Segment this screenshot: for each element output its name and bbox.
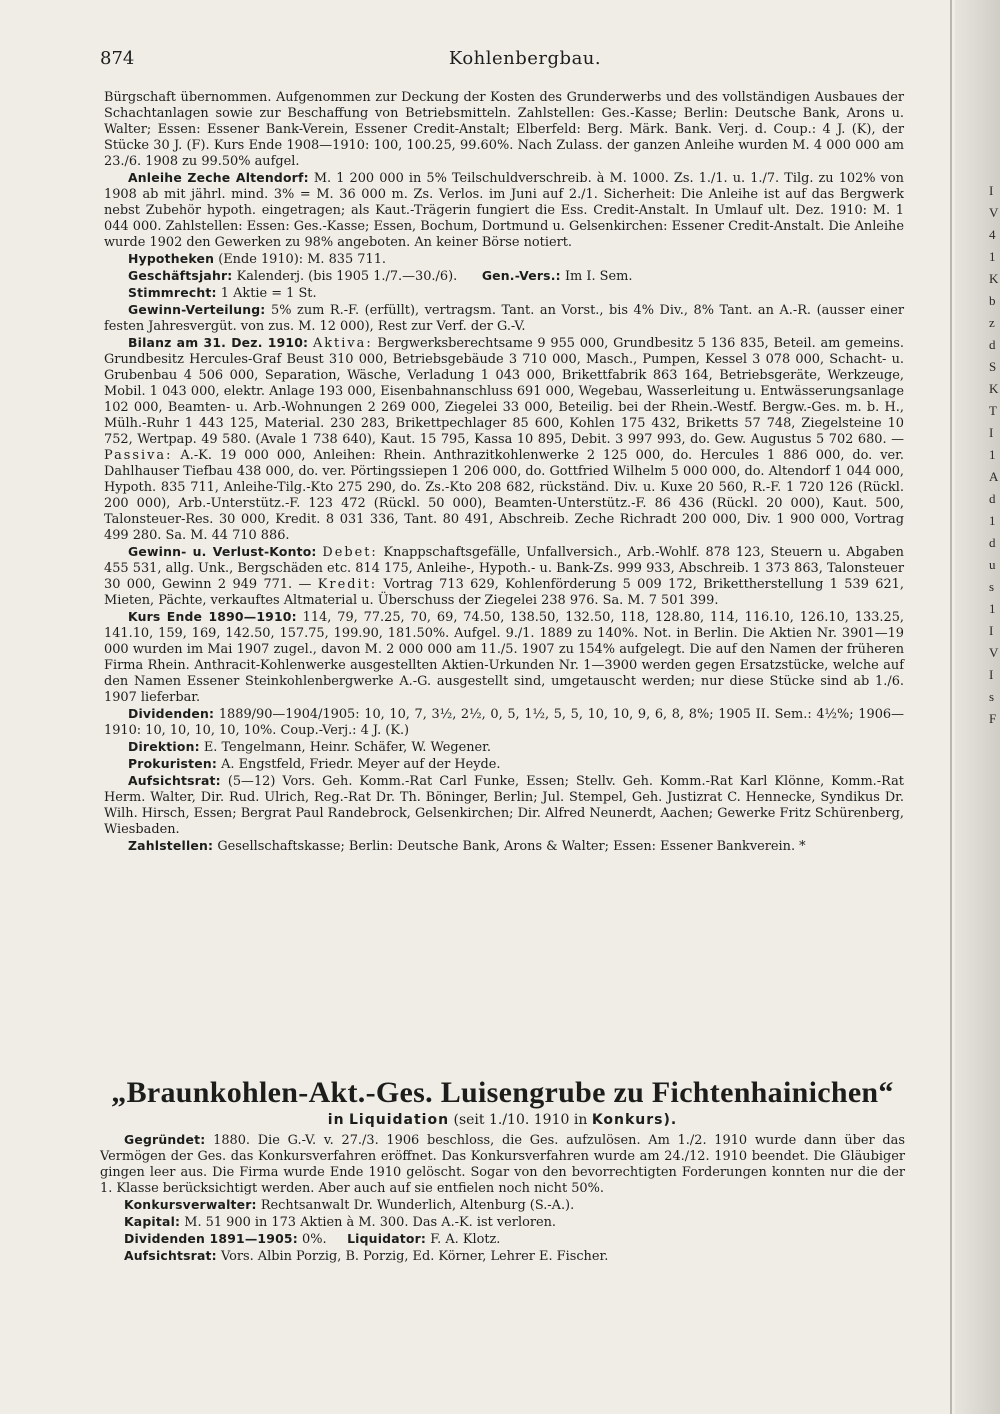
- subtitle-konkurs: Konkurs: [591, 1112, 664, 1128]
- kapital-paragraph: [100, 1214, 905, 1231]
- genvers-label: Gen.-Vers.:: [481, 268, 561, 283]
- stimmrecht-text: 1 Aktie = 1 St.: [220, 286, 317, 301]
- bilanz-label: Bilanz am 31. Dez. 1910:: [128, 335, 309, 350]
- zahlstellen-label: Zahlstellen:: [128, 838, 214, 853]
- dividenden-b-text: 0%.: [302, 1232, 327, 1247]
- konkursverwalter-paragraph: [100, 1197, 905, 1214]
- hypotheken-label: Hypotheken: [128, 251, 215, 266]
- hypotheken-text: (Ende 1910): M. 835 711.: [218, 252, 387, 267]
- section-braunkohlen-luisengrube: [100, 1076, 905, 1265]
- dividenden-liquidator-paragraph: [100, 1231, 905, 1248]
- geschaeftsjahr-text: Kalenderj. (bis 1905 1./7.—30./6).: [236, 269, 458, 284]
- kurs-paragraph: [104, 609, 904, 706]
- kapital-label: Kapital:: [124, 1214, 181, 1229]
- subtitle-seit: (seit 1./10. 1910 in: [453, 1112, 588, 1128]
- intro-paragraph: Bürgschaft übernommen. Aufgenommen zur Deckung der Kosten des Grunderwerbs und des vollständigen Ausbaues der Schachtanlagen sowie zur Beschaffung von Betriebsmitteln. Zahlstellen: Ges.-Kasse; Berlin: Deutsche Bank, Arons u. Walter; Essen: Essener Bank-Verein, Essener Credit-Anstalt; Elberfeld: Berg. Märk. Bank. Verj. d. Coup.: 4 J. (K), der Stücke 30 J. (F). Kurs Ende 1908—1910: 100, 100.25, 99.60%. Nach Zulass. der ganzen Anleihe wurden M. 4 000 000 am 23./6. 1908 zu 99.50% aufgel.: [104, 90, 904, 169]
- next-page-margin-fragments: I V 4 1 K b z d S K T I 1 A d 1 d u s 1 I V I s F: [989, 183, 999, 726]
- kurs-text: 114, 79, 77.25, 70, 69, 74.50, 138.50, 132.50, 118, 128.80, 114, 116.10, 126.10, 133.25, 141.10, 159, 169, 142.50, 157.75, 199.90, 181.50%. Aufgel. 9./1. 1889 zu 140%. Not. in Berlin. Die Aktien Nr. 3901—19 000 wurden im Mai 1907 zugel., davon M. 2 000 000 am 11./5. 1907 zu 154% aufgelegt. Die auf den Namen der früheren Firma Rhein. Anthracit-Kohlenwerke ausgestellten Aktien-Urkunden Nr. 1—3900 werden gegen Ersatzstücke, welche auf den Namen Essener Steinkohlenbergwerke A.-G. ausgestellt sind, umgetauscht werden; nur diese Stücke sind ab 1./6. 1907 lieferbar.: [104, 610, 904, 705]
- anleihe-label: Anleihe Zeche Altendorf:: [128, 170, 309, 185]
- gegruendet-text: 1880. Die G.-V. v. 27./3. 1906 beschloss, die Ges. aufzulösen. Am 1./2. 1910 wurde dann über das Vermögen der Ges. das Konkursverfahren eröffnet. Das Konkursverfahren wurde am 24./12. 1910 beendet. Die Gläubiger gingen leer aus. Die Firma wurde Ende 1910 gelöscht. Sogar von den bevorrechtigten Forderungen konnten nur die der 1. Klasse berücksichtigt werden. Aber auch auf sie entfielen noch nicht 50%.: [100, 1133, 905, 1196]
- page-header: [100, 48, 950, 76]
- subtitle-liquidation: Liquidation: [348, 1112, 450, 1128]
- subtitle-end: ).: [663, 1112, 678, 1128]
- prokuristen-paragraph: [104, 756, 904, 773]
- liquidator-label: Liquidator:: [347, 1231, 427, 1246]
- konkursverwalter-text: Rechtsanwalt Dr. Wunderlich, Altenburg (S.-A.).: [260, 1198, 575, 1213]
- aufsichtsrat-paragraph: [104, 773, 904, 838]
- stimmrecht-label: Stimmrecht:: [128, 285, 217, 300]
- prokuristen-label: Prokuristen:: [128, 756, 218, 771]
- genvers-text: Im I. Sem.: [564, 269, 633, 284]
- gegruendet-paragraph: [100, 1132, 905, 1197]
- anleihe-text: M. 1 200 000 in 5% Teilschuldverschreib. à M. 1000. Zs. 1./1. u. 1./7. Tilg. zu 102% von 1908 ab mit jährl. mind. 3% = M. 36 000 m. Zs. Verlos. im Juni auf 2./1. Sicherheit: Die Anleihe ist auf das Bergwerk nebst Zubehör hypoth. eingetragen; als Kaut.-Trägerin fungiert die Ess. Credit-Anstalt. In Umlauf ult. Dez. 1910: M. 1 044 000. Zahlstellen: Essen: Ges.-Kasse; Essen, Bochum, Dortmund u. Gelsenkirchen: Essener Credit-Anstalt. Die Anleihe wurde 1902 den Gewerken zu 98% angeboten. An keiner Börse notiert.: [104, 171, 904, 250]
- aktiva-label: Aktiva:: [312, 336, 373, 351]
- guv-label: Gewinn- u. Verlust-Konto:: [128, 544, 317, 559]
- gewinn-verteilung-label: Gewinn-Verteilung:: [128, 302, 266, 317]
- aufsichtsrat-label: Aufsichtsrat:: [128, 773, 221, 788]
- gewinn-verteilung-text: 5% zum R.-F. (erfüllt), vertragsm. Tant. an Vorst., bis 4% Div., 8% Tant. an A.-R. (ausser einer festen Jahresvergüt. von zus. M. 12 000), Rest zur Verf. der G.-V.: [104, 303, 904, 334]
- kurs-label: Kurs Ende 1890—1910:: [128, 609, 297, 624]
- direktion-text: E. Tengelmann, Heinr. Schäfer, W. Wegener.: [203, 740, 491, 755]
- aufsichtsrat-text: (5—12) Vors. Geh. Komm.-Rat Carl Funke, Essen; Stellv. Geh. Komm.-Rat Karl Klönne, Komm.-Rat Herm. Walter, Dir. Rud. Ulrich, Reg.-Rat Dr. Th. Böninger, Berlin; Jul. Stempel, Geh. Justizrat C. Hennecke, Syndikus Dr. Wilh. Hirsch, Essen; Bergrat Paul Randebrock, Gelsenkirchen; Dir. Alfred Neunerdt, Aachen; Gewerke Fritz Schürenberg, Wiesbaden.: [104, 774, 904, 837]
- subtitle-in: in: [327, 1112, 345, 1128]
- debet-label: Debet:: [322, 545, 378, 560]
- passiva-label: Passiva:: [104, 448, 173, 463]
- aufsichtsrat-b-text: Vors. Albin Porzig, B. Porzig, Ed. Körner, Lehrer E. Fischer.: [220, 1249, 609, 1264]
- bilanz-passiva-text: A.-K. 19 000 000, Anleihen: Rhein. Anthrazitkohlenwerke 2 125 000, do. Hercules 1 886 000, do. ver. Dahlhauser Tiefbau 438 000, do. ver. Pörtingssiepen 1 206 000, do. Gottfried Wilhelm 5 000 000, do. Altendorf 1 044 000, Hypoth. 835 711, Anleihe-Tilg.-Kto 275 290, do. Zs.-Kto 208 682, rückständ. Div. u. Kuxe 20 560, R.-F. 1 720 126 (Rückl. 200 000), Arb.-Unterstütz.-F. 123 472 (Rückl. 50 000), Beamten-Unterstütz.-F. 86 436 (Rückl. 20 000), Kaut. 500, Talonsteuer-Res. 30 000, Kredit. 8 031 336, Tant. 80 491, Abschreib. Zeche Richradt 200 000, Div. 1 900 000, Vortrag 499 280. Sa. M. 44 710 886.: [104, 448, 904, 543]
- dividenden-b-label: Dividenden 1891—1905:: [124, 1231, 298, 1246]
- aufsichtsrat-b-paragraph: [100, 1248, 905, 1265]
- anleihe-paragraph: [104, 170, 904, 251]
- dividenden-paragraph: [104, 706, 904, 739]
- dividenden-text: 1889/90—1904/1905: 10, 10, 7, 3½, 2½, 0, 5, 1½, 5, 5, 10, 10, 9, 6, 8, 8%; 1905 II. Sem.: 4½%; 1906—1910: 10, 10, 10, 10, 10%. Coup.-Verj.: 4 J. (K.): [104, 707, 904, 738]
- bilanz-paragraph: [104, 335, 904, 544]
- zahlstellen-text: Gesellschaftskasse; Berlin: Deutsche Bank, Arons & Walter; Essen: Essener Bankverein. *: [217, 839, 806, 854]
- dividenden-label: Dividenden:: [128, 706, 215, 721]
- gewinn-verteilung-paragraph: [104, 302, 904, 335]
- running-title: Kohlenbergbau.: [448, 48, 602, 69]
- hypotheken-paragraph: [104, 251, 904, 268]
- guv-debet-text: Knappschaftsgefälle, Unfallversich., Arb.-Wohlf. 878 123, Steuern u. Abgaben 455 531, allg. Unk., Bergschäden etc. 814 175, Anleihe-, Hypoth.- u. Bank-Zs. 999 933, Abschreib. 1 373 863, Talonsteuer 30 000, Gewinn 2 949 771. —: [104, 545, 904, 592]
- kapital-text: M. 51 900 in 173 Aktien à M. 300. Das A.-K. ist verloren.: [184, 1215, 557, 1230]
- prokuristen-text: A. Engstfeld, Friedr. Meyer auf der Heyde.: [221, 757, 501, 772]
- zahlstellen-paragraph: [104, 838, 904, 855]
- stimmrecht-paragraph: [104, 285, 904, 302]
- geschaeftsjahr-label: Geschäftsjahr:: [128, 268, 233, 283]
- aufsichtsrat-b-label: Aufsichtsrat:: [124, 1248, 217, 1263]
- scan-fold-line: [950, 0, 952, 1414]
- guv-kredit-text: Vortrag 713 629, Kohlenförderung 5 009 172, Brikettherstellung 1 539 621, Mieten, Pächte, verkauftes Altmaterial u. Überschuss der Ziegelei 238 976. Sa. M. 7 501 399.: [104, 577, 904, 608]
- konkursverwalter-label: Konkursverwalter:: [124, 1197, 257, 1212]
- direktion-label: Direktion:: [128, 739, 200, 754]
- gegruendet-label: Gegründet:: [124, 1132, 206, 1147]
- kredit-label: Kredit:: [317, 577, 378, 592]
- company-subtitle: [100, 1112, 905, 1128]
- geschaeftsjahr-paragraph: [104, 268, 904, 285]
- page-number: 874: [100, 48, 135, 69]
- guv-paragraph: [104, 544, 904, 609]
- company-title: „Braunkohlen-Akt.-Ges. Luisengrube zu Fichtenhainichen“: [111, 1076, 894, 1109]
- bilanz-aktiva-text: Bergwerksberechtsame 9 955 000, Grundbesitz 5 136 835, Beteil. am gemeins. Grundbesitz Hercules-Graf Beust 310 000, Betriebsgebäude 3 710 000, Masch., Pumpen, Kessel 3 078 000, Schacht- u. Grubenbau 4 506 000, Separation, Wäsche, Verladung 1 043 000, Brikettfabrik 863 164, Betriebsgeräte, Werkzeuge, Mobil. 1 043 000, elektr. Anlage 193 000, Eisenbahnanschluss 691 000, Wegebau, Wasserleitung u. Entwässerungsanlage 102 000, Beamten- u. Arb.-Wohnungen 2 269 000, Ziegelei 33 000, Beteilig. bei der Rhein.-Westf. Bergw.-Ges. m. b. H., Mülh.-Ruhr 1 443 125, Material. 230 283, Brikettpechlager 85 600, Kohlen 175 432, Briketts 57 748, Ziegelsteine 10 752, Wertpap. 49 580. (Avale 1 738 640), Kaut. 15 795, Kassa 10 895, Debit. 3 997 993, do. Gew. Augustus 5 702 680. —: [104, 336, 904, 447]
- section-essener-steinkohlenbergwerke: [104, 90, 904, 855]
- liquidator-text: F. A. Klotz.: [430, 1232, 501, 1247]
- direktion-paragraph: [104, 739, 904, 756]
